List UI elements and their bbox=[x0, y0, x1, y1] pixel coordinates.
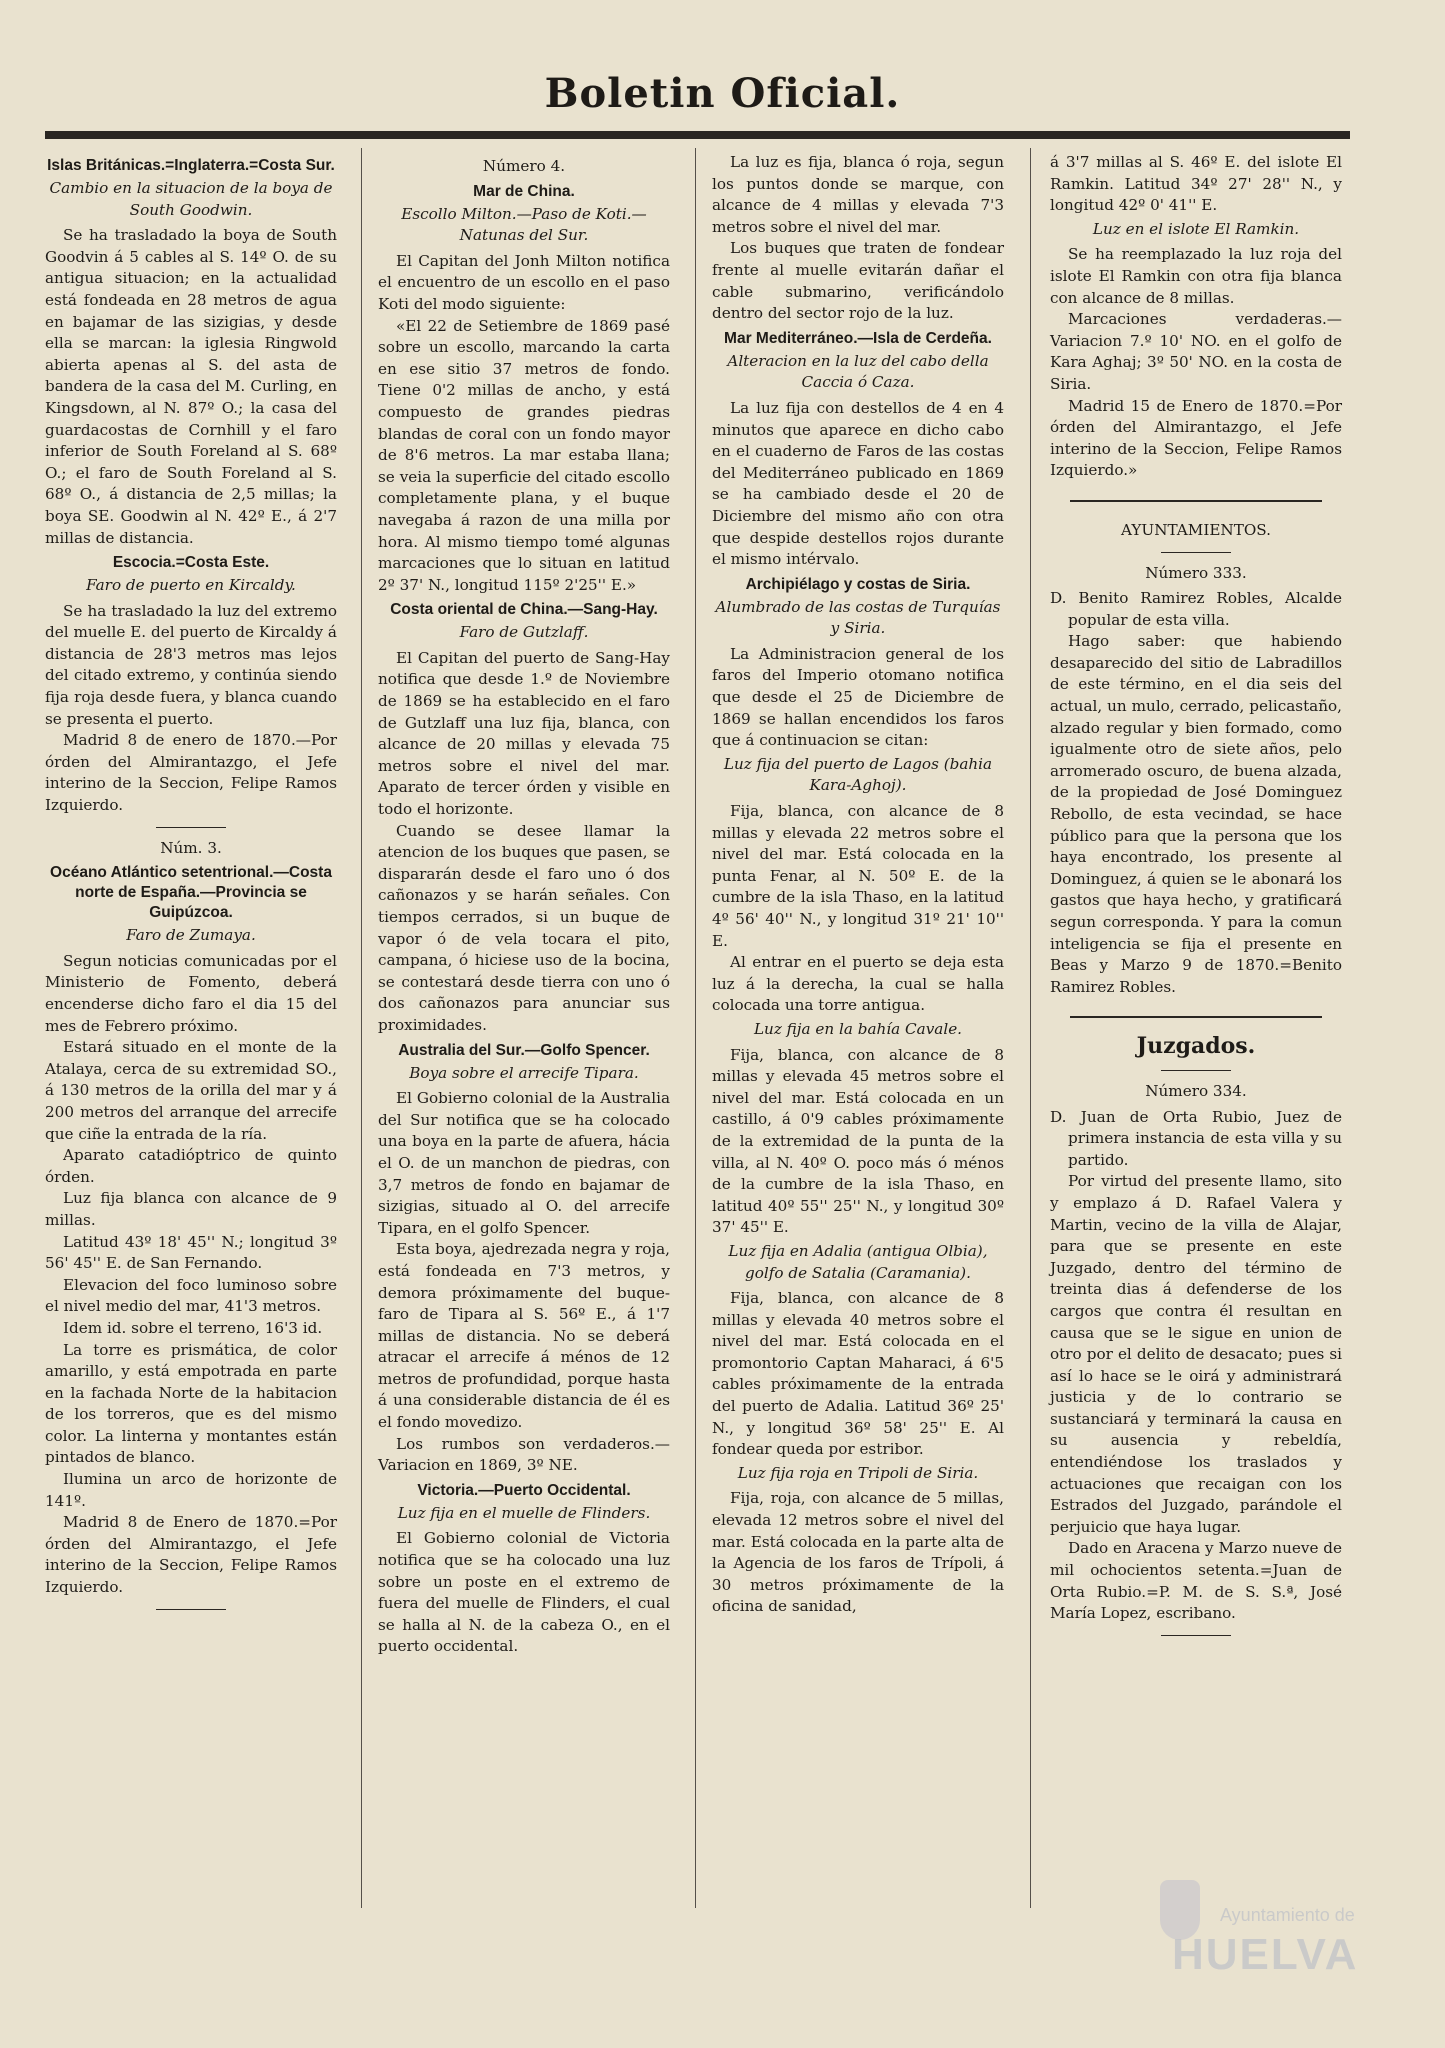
centered-label: Número 333. bbox=[1145, 563, 1247, 582]
paragraph: La torre es prismática, de color amarillo, y está empotrada en parte en la fachada Norte de la habitacion de los torreros, que es del mismo color. La linterna y montantes están pintados de blanco. bbox=[45, 1340, 337, 1467]
paragraph: La luz es fija, blanca ó roja, segun los puntos donde se marque, con alcance de 4 millas y elevada 7'3 metros sobre el nivel del mar. bbox=[712, 153, 1004, 236]
masthead-title: Boletin Oficial. bbox=[544, 70, 901, 117]
separator-rule bbox=[1161, 1635, 1231, 1636]
section-subheading: Luz fija en el muelle de Flinders. bbox=[397, 1503, 651, 1522]
section-subheading: Luz fija roja en Tripoli de Siria. bbox=[737, 1463, 979, 1482]
paragraph: Los rumbos son verdaderos.—Variacion en 1869, 3º NE. bbox=[378, 1434, 670, 1475]
column-divider bbox=[361, 148, 362, 1908]
paragraph: Dado en Aracena y Marzo nueve de mil ochocientos setenta.=Juan de Orta Rubio.=P. M. de S. S.ª, José María Lopez, escribano. bbox=[1050, 1539, 1342, 1623]
separator-rule bbox=[156, 827, 226, 828]
centered-label: Número 4. bbox=[482, 157, 566, 175]
section-subheading: Escollo Milton.—Paso de Koti.—Natunas del Sur. bbox=[401, 204, 647, 245]
separator-rule bbox=[1161, 1070, 1231, 1071]
section-subheading: Alumbrado de las costas de Turquías y Siria. bbox=[715, 597, 1001, 638]
paragraph: Madrid 8 de Enero de 1870.=Por órden del Almirantazgo, el Jefe interino de la Seccion, Felipe Ramos Izquierdo. bbox=[45, 1513, 337, 1597]
paragraph: Segun noticias comunicadas por el Ministerio de Fomento, deberá encenderse dicho faro el dia 15 del mes de Febrero próximo. bbox=[45, 951, 337, 1035]
paragraph: Aparato catadióptrico de quinto órden. bbox=[45, 1146, 337, 1186]
section-subheading: Cambio en la situacion de la boya de South Goodwin. bbox=[49, 179, 333, 219]
paragraph: La luz fija con destellos de 4 en 4 minutos que aparece en dicho cabo en el cuaderno de Faros de las costas del Mediterráneo publicado en 1869 se ha cambiado desde el 20 de Diciembre del mismo año con otra que despide destellos rojos durante el mismo intérvalo. bbox=[712, 398, 1004, 569]
section-title: Juzgados. bbox=[1136, 1033, 1256, 1060]
paragraph: Se ha trasladado la luz del extremo del muelle E. del puerto de Kircaldy á distancia de 28'3 metros mas lejos del citado extremo, y continúa siendo fija roja desde fuera, y blanca cuando se presenta el puerto. bbox=[45, 601, 337, 728]
paragraph: Los buques que traten de fondear frente al muelle evitarán dañar el cable submarino, verificándolo dentro del sector rojo de la luz. bbox=[712, 239, 1004, 323]
section-subheading: Luz fija en Adalia (antigua Olbia), golfo de Satalia (Caramania). bbox=[728, 1241, 988, 1282]
paragraph: El Capitan del puerto de Sang-Hay notifica que desde 1.º de Noviembre de 1869 se ha establecido en el faro de Gutzlaff una luz fija, blanca, con alcance de 20 millas y elevada 75 metros sobre el nivel del mar. Aparato de tercer órden y visible en todo el horizonte. bbox=[378, 648, 670, 819]
column-4 bbox=[1050, 152, 1342, 1646]
column-2 bbox=[378, 152, 670, 1658]
paragraph: Se ha trasladado la boya de South Goodvin á 5 cables al S. 14º O. de su antigua situacion; en la actualidad está fondeada en 28 metros de agua en bajamar de las sizigias, y desde ella se marcan: la iglesia Ringwold abierta apenas al S. del asta de bandera de la casa del M. Curling, en Kingsdown, al N. 87º O.; la casa del guardacostas de Cornhill y el faro inferior de South Foreland al S. 68º O.; el faro de South Foreland al S. 68º O., á distancia de 2,5 millas; la boya SE. Goodwin al N. 42º E., á 2'7 millas de distancia. bbox=[45, 226, 337, 547]
official-name: D. Benito Ramirez Robles, Alcalde popular de esta villa. bbox=[1050, 589, 1342, 629]
column-1 bbox=[45, 152, 337, 1620]
masthead-rule bbox=[45, 131, 1350, 139]
watermark-huelva: HUELVA bbox=[1172, 1930, 1359, 1979]
paragraph: Ilumina un arco de horizonte de 141º. bbox=[45, 1470, 337, 1510]
section-heading: Victoria.—Puerto Occidental. bbox=[417, 1481, 631, 1499]
paragraph: Esta boya, ajedrezada negra y roja, está fondeada en 7'3 metros, y demora próximamente del buque-faro de Tipara al S. 56º E., á 1'7 millas de distancia. No se deberá atracar el arrecife á ménos de 12 metros de profundidad, porque hasta á una considerable distancia de él es el fondo movedizo. bbox=[378, 1240, 670, 1432]
paragraph: Luz fija blanca con alcance de 9 millas. bbox=[45, 1189, 337, 1229]
column-3 bbox=[712, 152, 1004, 1618]
paragraph: Fija, roja, con alcance de 5 millas, elevada 12 metros sobre el nivel del mar. Está colocada en la parte alta de la Agencia de los faros de Trípoli, á 30 metros próximamente de la oficina de sanidad, bbox=[712, 1489, 1004, 1616]
section-heading: Mar Mediterráneo.—Isla de Cerdeña. bbox=[724, 329, 992, 347]
watermark-caption: Ayuntamiento de bbox=[1220, 1905, 1355, 1925]
paragraph: Madrid 15 de Enero de 1870.=Por órden del Almirantazgo, el Jefe interino de la Seccion, Felipe Ramos Izquierdo.» bbox=[1050, 396, 1342, 480]
paragraph: «El 22 de Setiembre de 1869 pasé sobre un escollo, marcando la carta en ese sitio 37 metros de fondo. Tiene 0'2 millas de ancho, y está compuesto de grandes piedras blandas de coral con un fondo mayor de 8'6 metros. La mar estaba llana; se veia la superficie del citado escollo completamente plana, y el buque navegaba á razon de una milla por hora. Al mismo tiempo tomé algunas marcaciones que lo situan en latitud 2º 37' N., longitud 115º 2'25'' E.» bbox=[378, 316, 670, 594]
section-heading: Escocia.=Costa Este. bbox=[112, 554, 270, 572]
section-subheading: Luz fija del puerto de Lagos (bahia Kara-Aghoj). bbox=[723, 754, 993, 795]
paragraph: Fija, blanca, con alcance de 8 millas y elevada 45 metros sobre el nivel del mar. Está colocada en un castillo, á 0'9 cables próximamente de la extremidad de la punta de la villa, al N. 40º O. poco más ó ménos de la cumbre de la isla Thaso, en latitud 40º 55'' 25'' N., y longitud 30º 37' 45'' E. bbox=[712, 1045, 1004, 1237]
paragraph: Cuando se desee llamar la atencion de los buques que pasen, se dispararán desde el faro uno ó dos cañonazos y se harán señales. Con tiempos cerrados, si un buque de vapor ó de vela tocara el pito, campana, ó hiciese uso de la bocina, se contestará desde tierra con uno ó dos cañonazos para anunciar sus proximidades. bbox=[378, 821, 670, 1034]
separator-rule bbox=[1070, 1016, 1322, 1018]
section-subheading: Alteracion en la luz del cabo della Caccia ó Caza. bbox=[727, 351, 989, 392]
paragraph: Se ha reemplazado la luz roja del islote El Ramkin con otra fija blanca con alcance de 8 millas. bbox=[1050, 245, 1342, 307]
official-name: D. Juan de Orta Rubio, Juez de primera instancia de esta villa y su partido. bbox=[1050, 1107, 1342, 1169]
paragraph: Hago saber: que habiendo desaparecido del sitio de Labradillos de este término, en el dia seis del actual, un mulo, cerrado, pelicastaño, alzado regular y bien formado, como igualmente otro de siete años, pelo arromerado oscuro, de buena alzada, de la propiedad de José Dominguez Rebollo, de esta vecindad, se hace público para que la persona que los haya encontrado, los presente al Dominguez, á quien se le abonará los gastos que haya hecho, y gratificará segun corresponda. Y para la comun inteligencia se fija el presente en Beas y Marzo 9 de 1870.=Benito Ramirez Robles. bbox=[1050, 632, 1342, 996]
paragraph: Fija, blanca, con alcance de 8 millas y elevada 22 metros sobre el nivel del mar. Está colocada en la punta Fenar, al N. 50º E. de la cumbre de la isla Thaso, en la latitud 4º 56' 40'' N., y longitud 31º 21' 10'' E. bbox=[712, 802, 1004, 950]
column-divider bbox=[1030, 148, 1031, 1908]
section-heading: Costa oriental de China.—Sang-Hay. bbox=[390, 601, 658, 619]
paragraph: Latitud 43º 18' 45'' N.; longitud 3º 56' 45'' E. de San Fernando. bbox=[45, 1232, 337, 1273]
section-heading: Islas Británicas.=Inglaterra.=Costa Sur. bbox=[47, 157, 335, 174]
paragraph: Estará situado en el monte de la Atalaya, cerca de su extremidad SO., á 130 metros de la orilla del mar y á 200 metros del arranque del arrecife que ciñe la entrada de la ría. bbox=[45, 1038, 337, 1143]
section-subheading: Luz fija en la bahía Cavale. bbox=[753, 1019, 963, 1038]
paragraph: Madrid 8 de enero de 1870.—Por órden del Almirantazgo, el Jefe interino de la Seccion, Felipe Ramos Izquierdo. bbox=[45, 731, 337, 815]
centered-label: Número 334. bbox=[1145, 1081, 1247, 1100]
section-subheading: Faro de puerto en Kircaldy. bbox=[86, 576, 296, 595]
section-heading: Mar de China. bbox=[473, 182, 575, 200]
section-subheading: Faro de Gutzlaff. bbox=[459, 623, 589, 642]
paragraph: Marcaciones verdaderas.—Variacion 7.º 10' NO. en el golfo de Kara Aghaj; 3º 50' NO. en la costa de Siria. bbox=[1050, 310, 1342, 393]
paragraph: El Capitan del Jonh Milton notifica el encuentro de un escollo en el paso Koti del modo siguiente: bbox=[378, 251, 670, 313]
paragraph: á 3'7 millas al S. 46º E. del islote El Ramkin. Latitud 34º 27' 28'' N., y longitud 42º 0' 41'' E. bbox=[1050, 153, 1342, 215]
paragraph: La Administracion general de los faros del Imperio otomano notifica que desde el 25 de Diciembre de 1869 se hallan encendidos los faros que á continuacion se citan: bbox=[712, 644, 1004, 750]
section-heading: Océano Atlántico setentrional.—Costa norte de España.—Provincia se Guipúzcoa. bbox=[50, 864, 332, 922]
column-divider bbox=[695, 148, 696, 1908]
paragraph: Al entrar en el puerto se deja esta luz á la derecha, la cual se halla colocada una torre antigua. bbox=[712, 953, 1004, 1015]
section-heading: Archipiélago y costas de Siria. bbox=[745, 575, 971, 593]
paragraph: Idem id. sobre el terreno, 16'3 id. bbox=[63, 1318, 323, 1337]
paragraph: Por virtud del presente llamo, sito y emplazo á D. Rafael Valera y Martin, vecino de la villa de Alajar, para que se presente en este Juzgado, dentro del término de treinta dias á defenderse de los cargos que contra él resultan en causa que se le sigue en union de otro por el delito de desacato; pues si así lo hace se le oirá y administrará justicia y de lo contrario se sustanciará y terminará la causa en su ausencia y rebeldía, entendiéndose los traslados y actuaciones que recaigan con los Estrados del Juzgado, parándole el perjuicio que haya lugar. bbox=[1050, 1172, 1342, 1536]
section-subheading: Luz en el islote El Ramkin. bbox=[1092, 219, 1300, 238]
separator-rule bbox=[1070, 500, 1322, 502]
paragraph: El Gobierno colonial de Victoria notifica que se ha colocado una luz sobre un poste en el extremo de fuera del muelle de Flinders, el cual se halla al N. de la cabeza O., en el puerto occidental. bbox=[378, 1529, 670, 1656]
centered-label: Núm. 3. bbox=[160, 838, 222, 857]
paragraph: Fija, blanca, con alcance de 8 millas y elevada 40 metros sobre el nivel del mar. Está colocada en el promontorio Captan Maharaci, á 6'5 cables próximamente de la entrada del puerto de Adalia. Latitud 36º 25' N., y longitud 36º 58' 25'' E. Al fondear queda por estribor. bbox=[712, 1289, 1004, 1459]
paragraph: El Gobierno colonial de la Australia del Sur notifica que se ha colocado una boya en la parte de afuera, hácia el O. de un manchon de piedras, con 3,7 metros de fondo en bajamar de sizigias, situado al O. del arrecife Tipara, en el golfo Spencer. bbox=[378, 1089, 670, 1237]
section-subheading: Faro de Zumaya. bbox=[126, 926, 256, 945]
separator-rule bbox=[156, 1609, 226, 1610]
centered-label: AYUNTAMIENTOS. bbox=[1121, 520, 1271, 539]
section-heading: Australia del Sur.—Golfo Spencer. bbox=[398, 1041, 650, 1059]
section-subheading: Boya sobre el arrecife Tipara. bbox=[409, 1063, 639, 1082]
paragraph: Elevacion del foco luminoso sobre el nivel medio del mar, 41'3 metros. bbox=[45, 1275, 337, 1316]
separator-rule bbox=[1161, 552, 1231, 553]
